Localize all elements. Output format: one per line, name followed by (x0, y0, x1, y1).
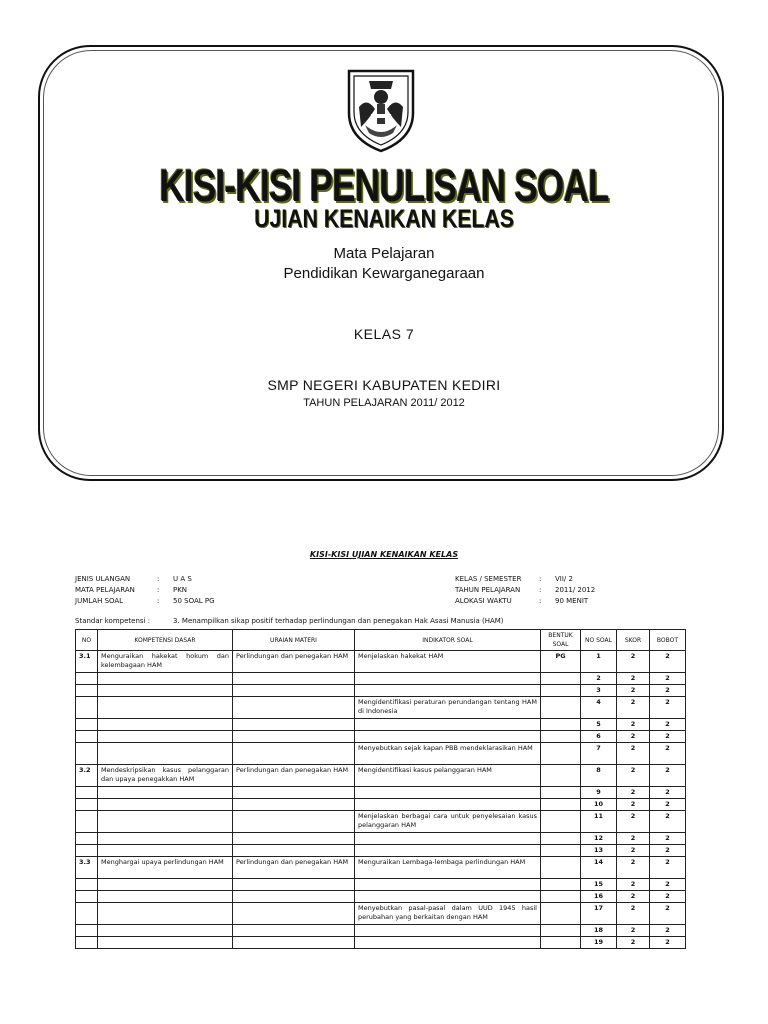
table-row (76, 685, 686, 697)
score: 2 (617, 925, 650, 937)
info-row: JUMLAH SOAL : 50 SOAL PG (75, 597, 215, 605)
subject-matter (233, 743, 355, 765)
question-number: 7 (581, 743, 617, 765)
score: 2 (617, 673, 650, 685)
question-indicator (355, 787, 541, 799)
competency-standard: Standar kompetensi : 3. Menampilkan sikap positif terhadap perlindungan dan penegakan Hak Asasi Manusia (HAM) (75, 617, 504, 625)
basic-competency (98, 731, 233, 743)
score: 2 (617, 743, 650, 765)
score: 2 (617, 765, 650, 787)
weight: 2 (650, 903, 686, 925)
column-header: INDIKATOR SOAL (355, 630, 541, 651)
question-type (541, 765, 581, 787)
score: 2 (617, 903, 650, 925)
table-row (76, 857, 686, 879)
weight: 2 (650, 879, 686, 891)
table-row (76, 811, 686, 833)
question-indicator (355, 799, 541, 811)
column-header: SKOR (617, 630, 650, 651)
question-indicator: Menyebutkan sejak kapan PBB mendeklarasikan HAM (355, 743, 541, 765)
row-number (76, 937, 98, 949)
weight: 2 (650, 685, 686, 697)
question-number: 15 (581, 879, 617, 891)
subject-matter: Perlindungan dan penegakan HAM (233, 857, 355, 879)
regency-crest-icon (347, 67, 415, 153)
row-number (76, 903, 98, 925)
basic-competency (98, 937, 233, 949)
table-row (76, 651, 686, 673)
question-number: 16 (581, 891, 617, 903)
subject-matter (233, 891, 355, 903)
weight: 2 (650, 651, 686, 673)
subject-matter (233, 925, 355, 937)
cover-title: KISI-KISI PENULISAN SOAL (159, 160, 609, 211)
basic-competency (98, 879, 233, 891)
question-indicator (355, 719, 541, 731)
subject-matter (233, 731, 355, 743)
info-row: ALOKASI WAKTU : 90 MENIT (455, 597, 589, 605)
weight: 2 (650, 811, 686, 833)
weight: 2 (650, 891, 686, 903)
exam-info-right (455, 573, 595, 606)
weight: 2 (650, 697, 686, 719)
subject-name: Pendidikan Kewarganegaraan (283, 265, 485, 282)
row-number (76, 787, 98, 799)
question-indicator: Mengidentifikasi kasus pelanggaran HAM (355, 765, 541, 787)
question-number: 18 (581, 925, 617, 937)
info-row: TAHUN PELAJARAN : 2011/ 2012 (455, 586, 596, 594)
info-row: MATA PELAJARAN : PKN (75, 586, 188, 594)
question-number: 12 (581, 833, 617, 845)
row-number (76, 731, 98, 743)
question-indicator: Menjelaskan hakekat HAM (355, 651, 541, 673)
question-indicator (355, 879, 541, 891)
cover-subtitle: UJIAN KENAIKAN KELAS (254, 205, 514, 233)
question-number: 17 (581, 903, 617, 925)
basic-competency (98, 799, 233, 811)
subject-matter (233, 879, 355, 891)
weight: 2 (650, 857, 686, 879)
table-row (76, 833, 686, 845)
table-row (76, 903, 686, 925)
row-number (76, 743, 98, 765)
question-type (541, 937, 581, 949)
row-number (76, 811, 98, 833)
column-header: URAIAN MATERI (233, 630, 355, 651)
score: 2 (617, 787, 650, 799)
weight: 2 (650, 845, 686, 857)
question-indicator (355, 685, 541, 697)
basic-competency (98, 845, 233, 857)
document-title: KISI-KISI UJIAN KENAIKAN KELAS (309, 550, 459, 559)
subject-matter (233, 697, 355, 719)
row-number (76, 799, 98, 811)
row-number (76, 833, 98, 845)
basic-competency: Mendeskripsikan kasus pelanggaran dan upaya penegakkan HAM (98, 765, 233, 787)
question-indicator: Menguraikan Lembaga-lembaga perlindungan HAM (355, 857, 541, 879)
question-number: 5 (581, 719, 617, 731)
row-number (76, 673, 98, 685)
score: 2 (617, 799, 650, 811)
row-number: 3.3 (76, 857, 98, 879)
question-indicator (355, 833, 541, 845)
subject-label: Mata Pelajaran (333, 245, 435, 262)
grid-table (75, 629, 686, 949)
question-number: 14 (581, 857, 617, 879)
score: 2 (617, 845, 650, 857)
table-row (76, 719, 686, 731)
question-number: 9 (581, 787, 617, 799)
table-row (76, 799, 686, 811)
score: 2 (617, 857, 650, 879)
question-number: 10 (581, 799, 617, 811)
weight: 2 (650, 743, 686, 765)
question-type (541, 731, 581, 743)
table-row (76, 845, 686, 857)
row-number (76, 697, 98, 719)
column-header: KOMPETENSI DASAR (98, 630, 233, 651)
weight: 2 (650, 719, 686, 731)
basic-competency (98, 891, 233, 903)
subject-matter (233, 685, 355, 697)
question-indicator: Menyebutkan pasal-pasal dalam UUD 1945 hasil perubahan yang berkaitan dengan HAM (355, 903, 541, 925)
question-number: 2 (581, 673, 617, 685)
basic-competency: Menghargai upaya perlindungan HAM (98, 857, 233, 879)
exam-info-left (75, 573, 215, 606)
score: 2 (617, 811, 650, 833)
question-indicator: Mengidentifikasi peraturan perundangan tentang HAM di Indonesia (355, 697, 541, 719)
score: 2 (617, 731, 650, 743)
subject-matter (233, 811, 355, 833)
basic-competency: Menguraikan hakekat hokum dan kelembagaan HAM (98, 651, 233, 673)
question-number: 6 (581, 731, 617, 743)
table-row (76, 673, 686, 685)
info-row: JENIS ULANGAN : U A S (75, 575, 192, 583)
subject-matter: Perlindungan dan penegakan HAM (233, 651, 355, 673)
score: 2 (617, 937, 650, 949)
question-number: 13 (581, 845, 617, 857)
table-row (76, 937, 686, 949)
question-type (541, 857, 581, 879)
table-header-row (76, 630, 686, 651)
question-type (541, 903, 581, 925)
table-body (76, 651, 686, 949)
question-type (541, 697, 581, 719)
weight: 2 (650, 937, 686, 949)
subject-matter (233, 937, 355, 949)
basic-competency (98, 685, 233, 697)
score: 2 (617, 685, 650, 697)
question-type (541, 925, 581, 937)
weight: 2 (650, 787, 686, 799)
school-name: SMP NEGERI KABUPATEN KEDIRI (267, 377, 501, 393)
question-number: 19 (581, 937, 617, 949)
weight: 2 (650, 673, 686, 685)
row-number: 3.1 (76, 651, 98, 673)
info-row: KELAS / SEMESTER : VII/ 2 (455, 575, 573, 583)
row-number (76, 845, 98, 857)
score: 2 (617, 697, 650, 719)
subject-matter (233, 787, 355, 799)
table-row (76, 697, 686, 719)
question-type (541, 743, 581, 765)
column-header: NO SOAL (581, 630, 617, 651)
question-number: 11 (581, 811, 617, 833)
row-number: 3.2 (76, 765, 98, 787)
row-number (76, 879, 98, 891)
question-indicator: Menjelaskan berbagai cara untuk penyelesaian kasus pelanggaran HAM (355, 811, 541, 833)
subject-matter (233, 903, 355, 925)
table-row (76, 787, 686, 799)
row-number (76, 685, 98, 697)
question-number: 3 (581, 685, 617, 697)
question-number: 8 (581, 765, 617, 787)
score: 2 (617, 891, 650, 903)
grade-label: KELAS 7 (353, 326, 415, 342)
subject-matter (233, 845, 355, 857)
weight: 2 (650, 833, 686, 845)
score: 2 (617, 719, 650, 731)
column-header: NO (76, 630, 98, 651)
question-type: PG (541, 651, 581, 673)
basic-competency (98, 925, 233, 937)
basic-competency (98, 719, 233, 731)
question-indicator (355, 925, 541, 937)
basic-competency (98, 833, 233, 845)
question-type (541, 811, 581, 833)
column-header: BOBOT (650, 630, 686, 651)
question-type (541, 891, 581, 903)
subject-matter (233, 673, 355, 685)
basic-competency (98, 673, 233, 685)
table-row (76, 765, 686, 787)
question-type (541, 787, 581, 799)
question-type (541, 799, 581, 811)
column-header: BENTUK SOAL (541, 630, 581, 651)
question-indicator (355, 891, 541, 903)
question-indicator (355, 937, 541, 949)
table-row (76, 891, 686, 903)
subject-matter (233, 799, 355, 811)
question-number: 1 (581, 651, 617, 673)
weight: 2 (650, 765, 686, 787)
score: 2 (617, 651, 650, 673)
question-number: 4 (581, 697, 617, 719)
row-number (76, 925, 98, 937)
subject-matter: Perlindungan dan penegakan HAM (233, 765, 355, 787)
subject-matter (233, 719, 355, 731)
score: 2 (617, 833, 650, 845)
question-type (541, 879, 581, 891)
academic-year: TAHUN PELAJARAN 2011/ 2012 (303, 397, 465, 409)
question-indicator (355, 845, 541, 857)
question-type (541, 833, 581, 845)
question-indicator (355, 731, 541, 743)
basic-competency (98, 743, 233, 765)
weight: 2 (650, 925, 686, 937)
question-type (541, 673, 581, 685)
row-number (76, 719, 98, 731)
weight: 2 (650, 799, 686, 811)
table-row (76, 925, 686, 937)
basic-competency (98, 903, 233, 925)
basic-competency (98, 697, 233, 719)
row-number (76, 891, 98, 903)
basic-competency (98, 787, 233, 799)
question-type (541, 845, 581, 857)
table-row (76, 731, 686, 743)
basic-competency (98, 811, 233, 833)
subject-matter (233, 833, 355, 845)
question-type (541, 719, 581, 731)
table-row (76, 879, 686, 891)
weight: 2 (650, 731, 686, 743)
question-indicator (355, 673, 541, 685)
question-type (541, 685, 581, 697)
score: 2 (617, 879, 650, 891)
table-row (76, 743, 686, 765)
